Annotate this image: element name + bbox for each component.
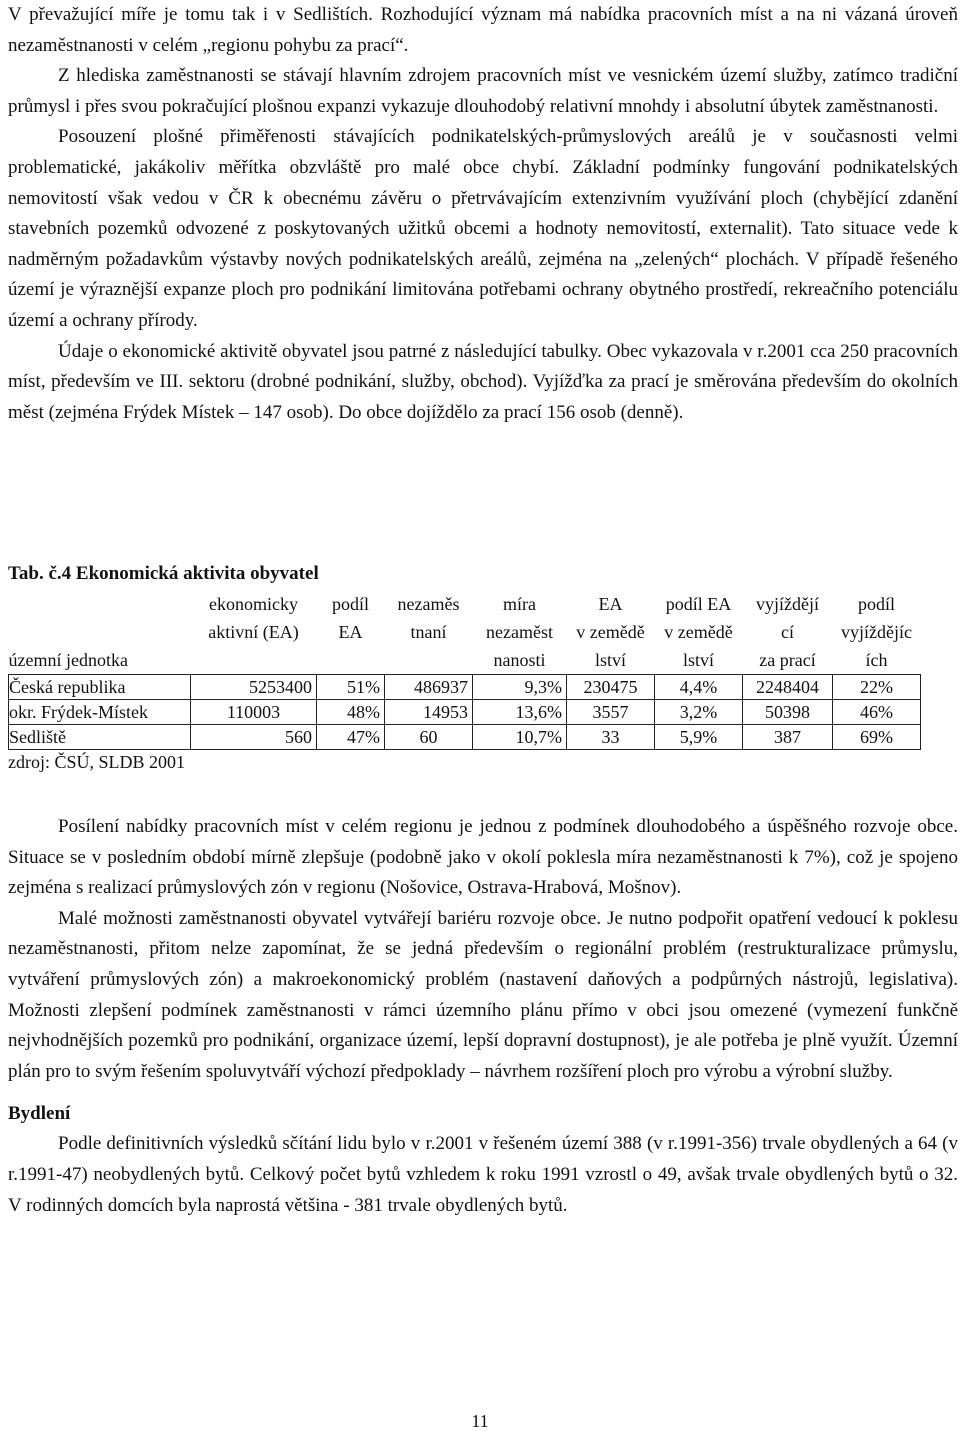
cell-ea: 110003 <box>191 700 317 725</box>
cell-nezam: 60 <box>385 725 473 750</box>
header-nezamestnani: nezaměs tnaní <box>397 594 460 642</box>
text-block-top <box>8 0 958 428</box>
table-row <box>9 700 921 725</box>
header-vyjizdejici: vyjíždějí cí za prací <box>756 594 819 670</box>
page-number: 11 <box>471 1411 489 1431</box>
cell-podil-zem: 5,9% <box>655 725 743 750</box>
cell-mira: 13,6% <box>473 700 567 725</box>
cell-vyjizdejici: 50398 <box>743 700 833 725</box>
cell-podil-ea: 48% <box>317 700 385 725</box>
table-title: Tab. č.4 Ekonomická aktivita obyvatel <box>8 563 319 584</box>
text-block-bottom <box>8 812 958 1221</box>
paragraph-job-offer: Posílení nabídky pracovních míst v celém regionu je jednou z podmínek dlouhodobého a úspěšného rozvoje obce. Situace se v posledním období mírně zlepšuje (podobně jako v okolí poklesla míra nezaměstnanosti k 7%), což je spojeno zejména s realizací průmyslových zón v regionu (Nošovice, Ostrava-Hrabová, Mošnov). <box>8 816 958 899</box>
cell-vyjizdejici: 2248404 <box>743 675 833 700</box>
table-source: zdroj: ČSÚ, SLDB 2001 <box>8 752 186 772</box>
cell-ea-zem: 3557 <box>567 700 655 725</box>
cell-name: Sedliště <box>9 725 191 750</box>
cell-ea-zem: 33 <box>567 725 655 750</box>
cell-mira: 9,3% <box>473 675 567 700</box>
cell-ea: 5253400 <box>191 675 317 700</box>
header-podil-vyj: podíl vyjíždějíc ích <box>841 594 912 670</box>
header-mira: míra nezaměst nanosti <box>486 594 553 670</box>
header-podil-ea: podíl EA <box>331 594 369 642</box>
cell-podil-ea: 47% <box>317 725 385 750</box>
header-unit: územní jednotka <box>8 650 128 670</box>
paragraph-barriers: Malé možnosti zaměstnanosti obyvatel vytvářejí bariéru rozvoje obce. Je nutno podpořit opatření vedoucí k poklesu nezaměstnanosti, přitom nelze zapomínat, že se jedná především o regionální problém (restrukturalizace průmyslu, vytváření průmyslových zón) a makroekonomický problém (nastavení daňových a podpůrných nástrojů, legislativa). Možnosti zlepšení podmínek zaměstnanosti v rámci územního plánu přímo v obci jsou omezené (vymezení funkčně nejvhodnějších pozemků pro podnikání, organizace území, lepší dopravní dostupnost), je ale potřeba je plně využít. Územní plán pro to svým řešením spoluvytváří výchozí předpoklady – návrhem rozšíření ploch pro výrobu a výrobní služby. <box>8 907 958 1082</box>
section-heading-housing: Bydlení <box>8 1103 71 1125</box>
cell-podil-ea: 51% <box>317 675 385 700</box>
paragraph-industrial-areas: Posouzení plošné přiměřenosti stávajících podnikatelských-průmyslových areálů je v současnosti velmi problematické, jakákoliv měřítka obzvláště pro malé obce chybí. Základní podmínky fungování podnikatelských nemovitostí však vedou v ČR k obecnému závěru o přetrvávajícím extenzivním využívání ploch (chybějící zdanění stavebních pozemků odvozené z poskytovaných užitků obcemi a hodnoty nemovitostí, externalit). Tato situace vede k nadměrným požadavkům výstavby nových podnikatelských areálů, zejména na „zelených“ plochách. V případě řešeného území je výraznější expanze ploch pro podnikání limitována potřebami ochrany obytného prostředí, rekreačního potenciálu území a ochrany přírody. <box>8 126 958 331</box>
cell-mira: 10,7% <box>473 725 567 750</box>
cell-podil-vyj: 69% <box>833 725 921 750</box>
header-ea: ekonomicky aktivní (EA) <box>208 594 299 642</box>
cell-name: Česká republika <box>9 675 191 700</box>
cell-nezam: 486937 <box>385 675 473 700</box>
paragraph-employment: Z hlediska zaměstnanosti se stávají hlavním zdrojem pracovních míst ve vesnickém území služby, zatímco tradiční průmysl i přes svou pokračující plošnou expanzi vykazuje dlouhodobý relativní mnohdy i absolutní úbytek zaměstnanosti. <box>8 65 958 117</box>
cell-name: okr. Frýdek-Místek <box>9 700 191 725</box>
table-header-row <box>9 590 921 675</box>
header-ea-zem: EA v zemědě lství <box>576 594 645 670</box>
economic-activity-table <box>8 590 921 774</box>
paragraph-economic-activity: Údaje o ekonomické aktivitě obyvatel jsou patrné z následující tabulky. Obec vykazovala v r.2001 cca 250 pracovních míst, především ve III. sektoru (drobné podnikání, služby, obchod). Vyjížďka za prací je směrována především do okolních měst (zejména Frýdek Místek – 147 osob). Do obce dojíždělo za prací 156 osob (denně). <box>8 340 958 423</box>
cell-podil-zem: 3,2% <box>655 700 743 725</box>
cell-podil-vyj: 22% <box>833 675 921 700</box>
paragraph-housing: Podle definitivních výsledků sčítání lidu bylo v r.2001 v řešeném území 388 (v r.1991-356) trvale obydlených a 64 (v r.1991-47) neobydlených bytů. Celkový počet bytů vzhledem k roku 1991 vzrostl o 49, avšak trvale obydlených bytů o 32. V rodinných domcích byla naprostá většina - 381 trvale obydlených bytů. <box>8 1133 958 1216</box>
cell-ea-zem: 230475 <box>567 675 655 700</box>
table-row <box>9 725 921 750</box>
paragraph-intro: V převažující míře je tomu tak i v Sedlištích. Rozhodující význam má nabídka pracovních míst a na ni vázaná úroveň nezaměstnanosti v celém „regionu pohybu za prací“. <box>8 4 958 56</box>
cell-podil-zem: 4,4% <box>655 675 743 700</box>
cell-nezam: 14953 <box>385 700 473 725</box>
cell-ea: 560 <box>191 725 317 750</box>
cell-podil-vyj: 46% <box>833 700 921 725</box>
cell-vyjizdejici: 387 <box>743 725 833 750</box>
table-row <box>9 675 921 700</box>
header-podil-zem: podíl EA v zemědě lství <box>664 594 733 670</box>
